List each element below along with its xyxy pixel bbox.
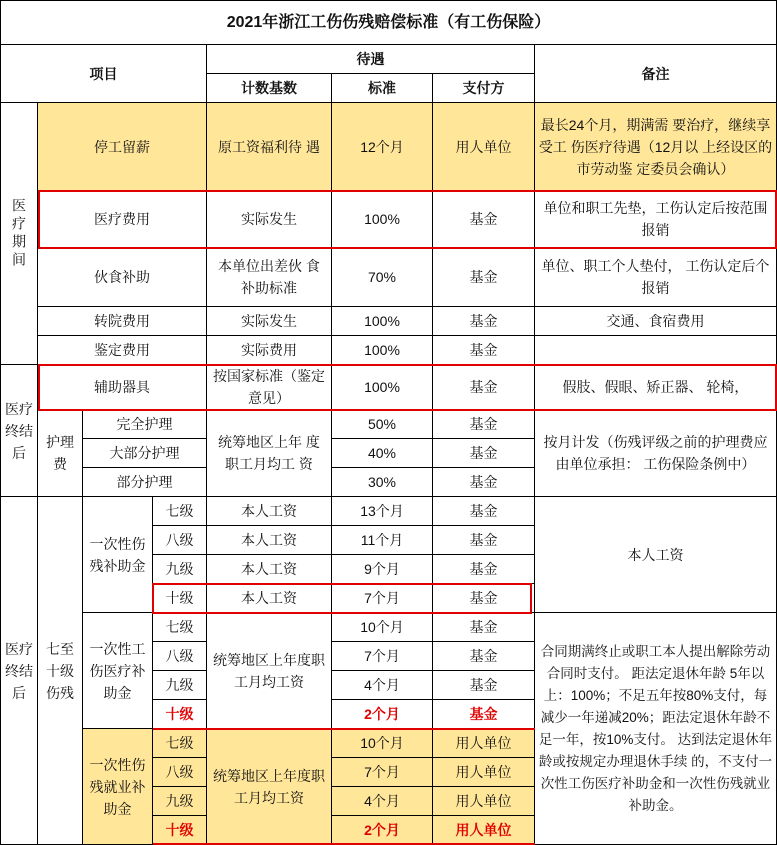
standard: 10个月 [332,729,433,758]
grade: 八级 [153,526,207,555]
standard: 7个月 [332,758,433,787]
nursing-base: 统筹地区上年 度职工月均工 资 [207,410,332,497]
row-base: 原工资福利待 遇 [207,103,332,191]
standard: 13个月 [332,497,433,526]
subsidy-remark: 合同期满终止或职工本人提出解除劳动合同时支付。 距法定退休年龄 5年以上：100%；不足五年按80%支付，每减少一年递减20%；距法定退休年龄不足一年，按10%支付。 达到法定退休年龄或按规定办理退休手续 的，不支付一次性工伤医疗补助金和一次性伤残就业补助金。 [535,613,777,845]
medical-subsidy-label: 一次性工伤医疗补助金 [83,613,153,729]
row-payer: 基金 [433,365,535,410]
standard: 10个月 [332,613,433,642]
payer: 基金 [433,584,535,613]
payer: 用人单位 [433,816,535,845]
row-remark: 单位、职工个人垫付， 工伤认定后个报销 [535,248,777,307]
payer: 用人单位 [433,758,535,787]
standard: 11个月 [332,526,433,555]
row-item: 停工留薪 [38,103,207,191]
row-standard: 70% [332,248,433,307]
row-base: 实际发生 [207,307,332,336]
row-base: 按国家标准（鉴定意见） [207,365,332,410]
row-payer: 基金 [433,191,535,248]
row-standard: 100% [332,336,433,365]
group-disability: 七至十级伤残 [38,497,83,845]
payer: 基金 [433,613,535,642]
nursing-item: 大部分护理 [83,439,207,468]
disability-subsidy-remark: 本人工资 [535,497,777,613]
standard: 9个月 [332,555,433,584]
payer: 基金 [433,642,535,671]
disability-subsidy-label: 一次性伤残补助金 [83,497,153,613]
nursing-standard: 40% [332,439,433,468]
payer: 基金 [433,700,535,729]
nursing-payer: 基金 [433,410,535,439]
nursing-standard: 30% [332,468,433,497]
standard: 7个月 [332,642,433,671]
row-payer: 基金 [433,248,535,307]
employment-subsidy-base: 统筹地区上年度职工月均工资 [207,729,332,845]
grade: 十级 [153,816,207,845]
group-after-medical: 医疗终结后 [1,365,38,497]
payer: 基金 [433,497,535,526]
row-base: 本单位出差伙 食补助标准 [207,248,332,307]
header-standard: 标准 [332,74,433,103]
row-standard: 100% [332,307,433,336]
medical-subsidy-base: 统筹地区上年度职工月均工资 [207,613,332,729]
group-nursing: 护理费 [38,410,83,497]
row-remark [535,336,777,365]
nursing-standard: 50% [332,410,433,439]
row-base: 实际费用 [207,336,332,365]
grade: 九级 [153,671,207,700]
employment-subsidy-label: 一次性伤残就业补助金 [83,729,153,845]
grade: 七级 [153,497,207,526]
standard: 4个月 [332,671,433,700]
payer: 基金 [433,555,535,584]
row-item: 辅助器具 [38,365,207,410]
row-payer: 基金 [433,336,535,365]
standard: 2个月 [332,816,433,845]
row-item: 医疗费用 [38,191,207,248]
grade: 九级 [153,555,207,584]
nursing-payer: 基金 [433,439,535,468]
nursing-item: 完全护理 [83,410,207,439]
group-after-medical-2: 医疗终结后 [1,497,38,845]
table-title: 2021年浙江工伤伤残赔偿标准（有工伤保险） [1,1,777,45]
row-payer: 用人单位 [433,103,535,191]
row-standard: 100% [332,365,433,410]
nursing-payer: 基金 [433,468,535,497]
group-medical-period: 医疗期间 [11,197,27,270]
grade: 八级 [153,758,207,787]
row-remark: 交通、食宿费用 [535,307,777,336]
header-treatment: 待遇 [207,45,535,74]
header-base: 计数基数 [207,74,332,103]
row-item: 伙食补助 [38,248,207,307]
standard: 7个月 [332,584,433,613]
row-item: 鉴定费用 [38,336,207,365]
payer: 用人单位 [433,729,535,758]
base: 本人工资 [207,497,332,526]
header-item: 项目 [1,45,207,103]
grade: 七级 [153,613,207,642]
base: 本人工资 [207,526,332,555]
payer: 用人单位 [433,787,535,816]
grade: 七级 [153,729,207,758]
row-standard: 12个月 [332,103,433,191]
row-standard: 100% [332,191,433,248]
grade: 九级 [153,787,207,816]
grade: 八级 [153,642,207,671]
base: 本人工资 [207,555,332,584]
payer: 基金 [433,526,535,555]
row-remark: 单位和职工先垫，工伤认定后按范围报销 [535,191,777,248]
row-payer: 基金 [433,307,535,336]
row-base: 实际发生 [207,191,332,248]
header-remark: 备注 [535,45,777,103]
payer: 基金 [433,671,535,700]
row-remark: 最长24个月，期满需 要治疗，继续享受工 伤医疗待遇（12月以 上经设区的市劳动鉴 定委员会确认） [535,103,777,191]
grade: 十级 [153,584,207,613]
standard: 4个月 [332,787,433,816]
base: 本人工资 [207,584,332,613]
row-item: 转院费用 [38,307,207,336]
header-payer: 支付方 [433,74,535,103]
row-remark: 假肢、假眼、矫正器、 轮椅， [535,365,777,410]
standard: 2个月 [332,700,433,729]
grade: 十级 [153,700,207,729]
nursing-item: 部分护理 [83,468,207,497]
nursing-remark: 按月计发（伤残评级之前的护理费应由单位承担： 工伤保险条例中） [535,410,777,497]
